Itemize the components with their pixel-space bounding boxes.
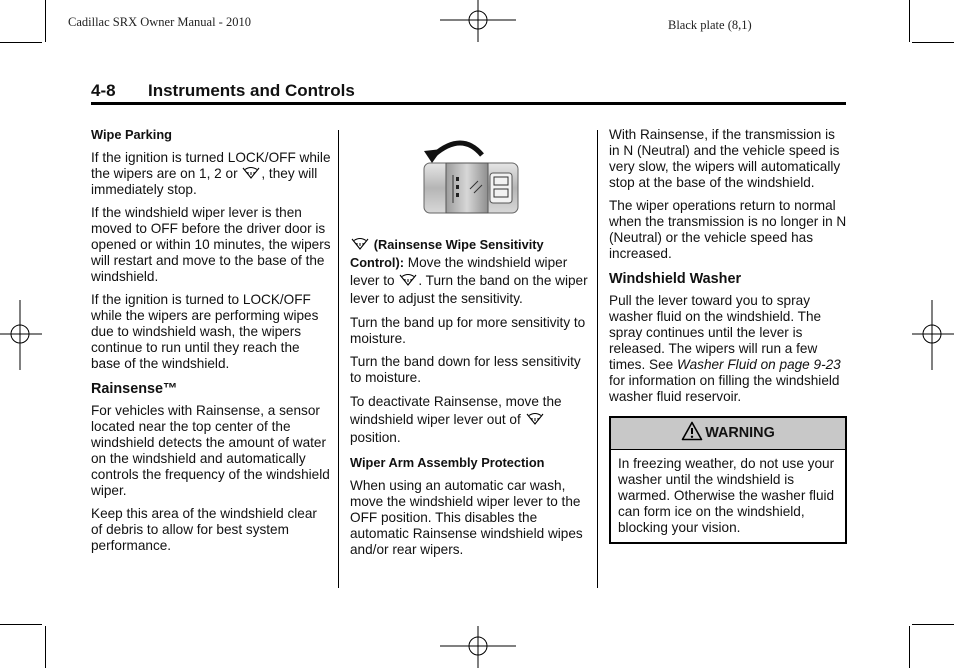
text: Pull the lever toward you to spray washer fluid on the windshield. The spray continues until the lever is released. The wipers will run a few times. See bbox=[609, 293, 822, 372]
column-divider bbox=[597, 130, 598, 588]
text: , they will immediately stop. bbox=[91, 166, 318, 197]
running-header-left: Cadillac SRX Owner Manual - 2010 bbox=[68, 15, 251, 29]
windshield-washer-heading: Windshield Washer bbox=[609, 271, 742, 287]
crop-mark bbox=[909, 626, 910, 668]
paragraph: Keep this area of the windshield clear of debris to allow for best system performance. bbox=[91, 506, 317, 553]
crop-mark bbox=[45, 626, 46, 668]
text: position. bbox=[350, 430, 401, 445]
text: If the ignition is turned LOCK/OFF while the wipers are on 1, 2 or bbox=[91, 150, 331, 181]
column-1 bbox=[91, 127, 331, 561]
text: Move the windshield wiper lever to bbox=[350, 255, 568, 288]
registration-mark bbox=[0, 300, 42, 370]
paragraph bbox=[350, 236, 588, 308]
crop-mark bbox=[45, 0, 46, 42]
crop-mark bbox=[0, 624, 42, 625]
registration-mark bbox=[912, 300, 954, 370]
text: To deactivate Rainsense, move the windshield wiper lever out of bbox=[350, 394, 562, 427]
rainsense-heading: Rainsense™ bbox=[91, 381, 178, 397]
warning-header bbox=[611, 418, 845, 450]
section-title: Instruments and Controls bbox=[148, 81, 355, 100]
warning-body bbox=[611, 450, 845, 542]
warning-box bbox=[609, 416, 847, 544]
paragraph: The wiper operations return to normal when the transmission is no longer in N (Neutral) or the vehicle speed has increased. bbox=[609, 198, 847, 261]
washer-fluid-reference-link[interactable]: Washer Fluid on page 9‑23 bbox=[677, 357, 841, 372]
crop-mark bbox=[912, 42, 954, 43]
wipe-parking-heading: Wipe Parking bbox=[91, 127, 172, 142]
rainsense-wiper-icon bbox=[399, 273, 417, 287]
column-divider bbox=[338, 130, 339, 588]
paragraph bbox=[350, 393, 588, 447]
section-number: 4-8 bbox=[91, 81, 116, 100]
warning-title: WARNING bbox=[705, 425, 775, 441]
section-rule bbox=[91, 102, 846, 105]
text: . Turn the band on the wiper lever to adjust the sensitivity. bbox=[350, 273, 588, 306]
paragraph: If the windshield wiper lever is then moved to OFF before the driver door is opened or within 10 minutes, the wipers will restart and move to the base of the windshield. bbox=[91, 205, 331, 284]
paragraph bbox=[609, 293, 847, 405]
rainsense-wiper-icon bbox=[351, 237, 369, 251]
paragraph bbox=[91, 150, 331, 198]
running-header-right: Black plate (8,1) bbox=[668, 18, 752, 32]
rainsense-wiper-icon bbox=[526, 412, 544, 426]
column-2 bbox=[350, 236, 588, 565]
warning-triangle-icon bbox=[681, 421, 703, 441]
wiper-arm-heading: Wiper Arm Assembly Protection bbox=[350, 455, 545, 470]
crop-mark bbox=[912, 624, 954, 625]
paragraph: When using an automatic car wash, move the windshield wiper lever to the OFF position. This disables the automatic Rainsense windshield wipes and/or rear wipers. bbox=[350, 478, 583, 557]
crop-mark bbox=[0, 42, 42, 43]
sensitivity-label: (Rainsense Wipe Sensitivity Control): bbox=[350, 237, 544, 270]
paragraph: Turn the band up for more sensitivity to moisture. bbox=[350, 315, 586, 346]
registration-mark bbox=[440, 0, 516, 44]
wiper-lever-band-illustration bbox=[420, 133, 520, 215]
crop-mark bbox=[909, 0, 910, 42]
registration-mark bbox=[440, 626, 516, 668]
text: for information on filling the windshield washer fluid reservoir. bbox=[609, 373, 840, 404]
column-3 bbox=[609, 127, 847, 544]
warning-text: In freezing weather, do not use your washer until the windshield is warmed. Otherwise the washer fluid can form ice on the windshield, blocking your vision. bbox=[618, 456, 835, 535]
paragraph: Turn the band down for less sensitivity to moisture. bbox=[350, 354, 581, 385]
paragraph: With Rainsense, if the transmission is in N (Neutral) and the vehicle speed is very slow, the wipers will automatically stop at the base of the windshield. bbox=[609, 127, 841, 190]
paragraph: If the ignition is turned to LOCK/OFF while the wipers are performing wipes due to windshield wash, the wipers continue to run until they reach the base of the windshield. bbox=[91, 292, 319, 371]
rainsense-wiper-icon bbox=[242, 166, 260, 180]
paragraph: For vehicles with Rainsense, a sensor located near the top center of the windshield detects the amount of water on the windshield and automatically controls the frequency of the windshield wiper. bbox=[91, 403, 330, 498]
